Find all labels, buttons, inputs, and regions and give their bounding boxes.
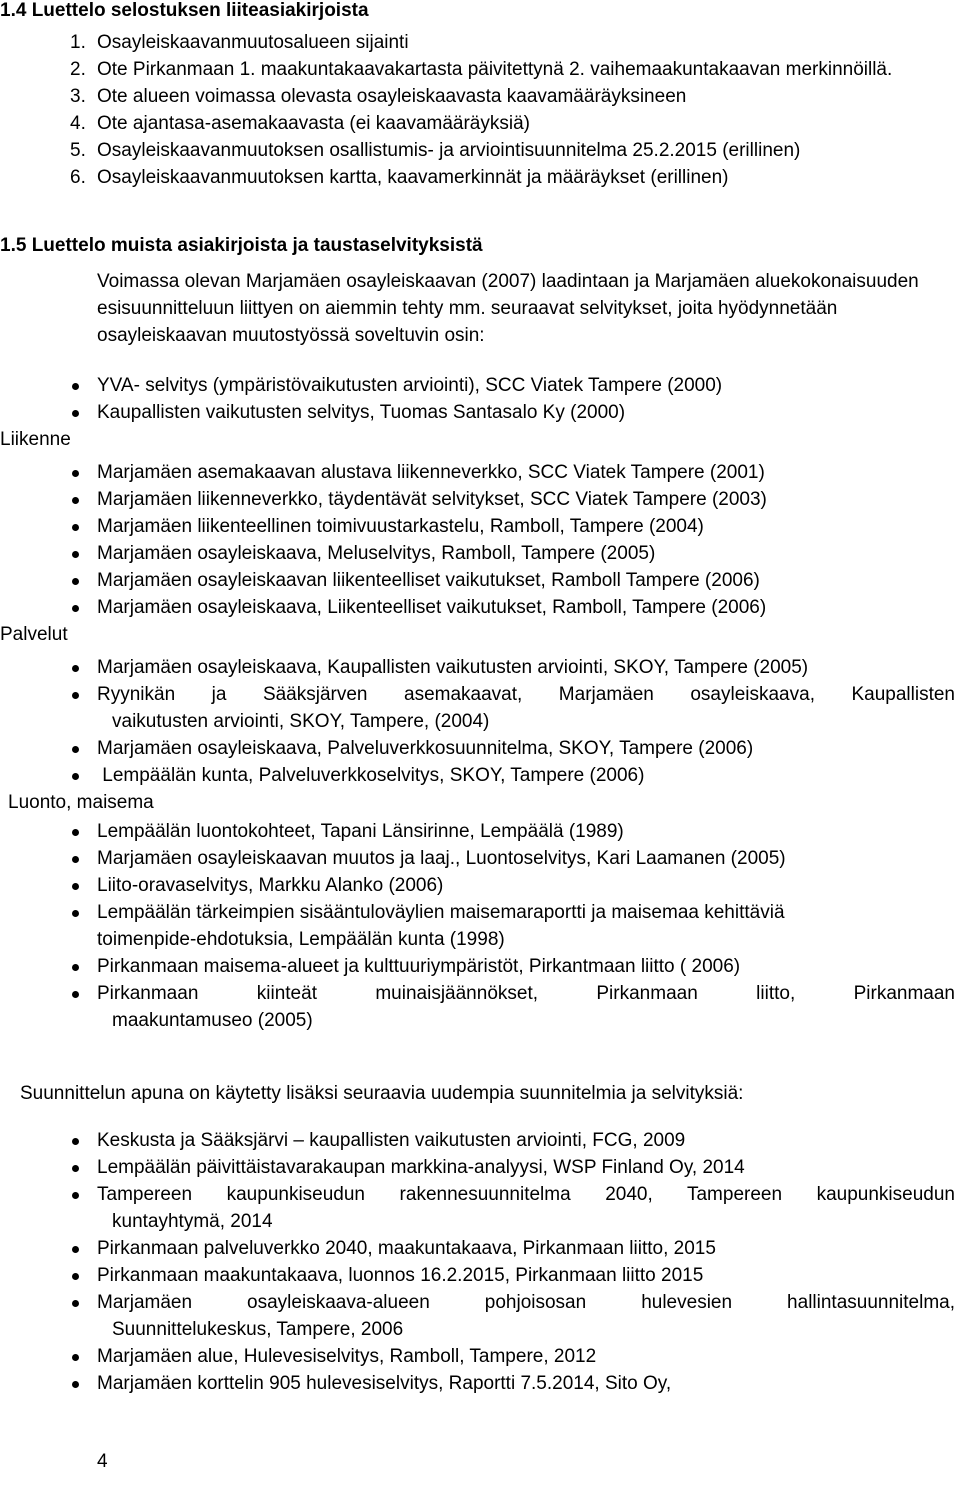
bullet-icon	[72, 1273, 79, 1280]
list-item: 4. Ote ajantasa-asemakaavasta (ei kaavamääräyksiä)	[70, 113, 530, 134]
list-item: 6. Osayleiskaavanmuutoksen kartta, kaavamerkinnät ja määräykset (erillinen)	[70, 167, 729, 188]
list-item: Pirkanmaan maisema-alueet ja kulttuuriympäristöt, Pirkantmaan liitto ( 2006)	[0, 953, 955, 980]
bullet-icon	[72, 497, 79, 504]
bullet-icon	[72, 746, 79, 753]
attachment-list	[70, 29, 950, 191]
list-item: Lempäälän tärkeimpien sisääntuloväylien maisemaraportti ja maisemaa kehittäviä toimenpide-ehdotuksia, Lempäälän kunta (1998)	[0, 899, 955, 953]
list-item: Pirkanmaan maakuntakaava, luonnos 16.2.2015, Pirkanmaan liitto 2015	[0, 1262, 955, 1289]
category-label-palvelut: Palvelut	[0, 624, 68, 645]
bullet-icon	[72, 470, 79, 477]
list-item: Marjamäen korttelin 905 hulevesiselvitys, Raportti 7.5.2014, Sito Oy,	[0, 1370, 955, 1397]
bullet-icon	[72, 605, 79, 612]
intro-paragraph: Voimassa olevan Marjamäen osayleiskaavan (2007) laadintaan ja Marjamäen aluekokonaisuuden esisuunnitteluun liittyen on aiemmin tehty mm. seuraavat selvitykset, joita hyödynnetään osayleiskaavan muutostyössä soveltuvin osin:	[97, 271, 919, 346]
section-heading-1-4: 1.4 Luettelo selostuksen liiteasiakirjoista	[0, 0, 369, 21]
bullet-icon	[72, 910, 79, 917]
list-item: 5. Osayleiskaavanmuutoksen osallistumis- ja arviointisuunnitelma 25.2.2015 (erillinen)	[70, 140, 801, 161]
list-item: Marjamäen liikenneverkko, täydentävät selvitykset, SCC Viatek Tampere (2003)	[0, 486, 955, 513]
list-item: Marjamäen asemakaavan alustava liikenneverkko, SCC Viatek Tampere (2001)	[0, 459, 955, 486]
general-list	[0, 372, 960, 1034]
bullet-icon	[72, 551, 79, 558]
list-item: Marjamäen osayleiskaavan liikenteelliset vaikutukset, Ramboll Tampere (2006)	[0, 567, 955, 594]
list-item: Marjamäen osayleiskaava, Palveluverkkosuunnitelma, SKOY, Tampere (2006)	[0, 735, 955, 762]
category-label-luonto: Luonto, maisema	[8, 792, 154, 813]
section-heading-1-5: 1.5 Luettelo muista asiakirjoista ja taustaselvityksistä	[0, 235, 483, 256]
bullet-icon	[72, 883, 79, 890]
bullet-icon	[72, 1138, 79, 1145]
list-item: 1. Osayleiskaavanmuutosalueen sijainti	[70, 32, 409, 53]
list-item: Liito-oravaselvitys, Markku Alanko (2006)	[0, 872, 955, 899]
list-item: Lempäälän päivittäistavarakaupan markkina-analyysi, WSP Finland Oy, 2014	[0, 1154, 955, 1181]
bullet-icon	[72, 1246, 79, 1253]
list-item: YVA- selvitys (ympäristövaikutusten arviointi), SCC Viatek Tampere (2000)	[0, 372, 955, 399]
list-item: Tampereen kaupunkiseudun rakennesuunnitelma 2040, Tampereen kaupunkiseudun kuntayhtymä, 2014	[0, 1181, 955, 1235]
bullet-icon	[72, 964, 79, 971]
bullet-icon	[72, 829, 79, 836]
list-item: Marjamäen osayleiskaava, Meluselvitys, Ramboll, Tampere (2005)	[0, 540, 955, 567]
bullet-icon	[72, 578, 79, 585]
list-item: Ryynikän ja Sääksjärven asemakaavat, Marjamäen osayleiskaava, Kaupallisten vaikutusten arviointi, SKOY, Tampere, (2004)	[0, 681, 955, 735]
list-item: Kaupallisten vaikutusten selvitys, Tuomas Santasalo Ky (2000)	[0, 399, 955, 426]
list-item: Lempäälän kunta, Palveluverkkoselvitys, SKOY, Tampere (2006)	[0, 762, 955, 789]
list-item: Marjamäen osayleiskaava, Kaupallisten vaikutusten arviointi, SKOY, Tampere (2005)	[0, 654, 955, 681]
bullet-icon	[72, 1381, 79, 1388]
list-item: Marjamäen osayleiskaava-alueen pohjoisosan hulevesien hallintasuunnitelma, Suunnittelukeskus, Tampere, 2006	[0, 1289, 955, 1343]
list-item: Marjamäen osayleiskaavan muutos ja laaj., Luontoselvitys, Kari Laamanen (2005)	[0, 845, 955, 872]
planning-list	[0, 1127, 960, 1397]
category-label-liikenne: Liikenne	[0, 429, 71, 450]
planning-intro: Suunnittelun apuna on käytetty lisäksi seuraavia uudempia suunnitelmia ja selvityksiä:	[20, 1083, 744, 1104]
bullet-icon	[72, 665, 79, 672]
list-item: Keskusta ja Sääksjärvi – kaupallisten vaikutusten arviointi, FCG, 2009	[0, 1127, 955, 1154]
list-item: 2. Ote Pirkanmaan 1. maakuntakaavakartasta päivitettynä 2. vaihemaakuntakaavan merkinnöillä.	[70, 59, 893, 80]
bullet-icon	[72, 410, 79, 417]
bullet-icon	[72, 383, 79, 390]
bullet-icon	[72, 1300, 79, 1307]
list-item: Lempäälän luontokohteet, Tapani Länsirinne, Lempäälä (1989)	[0, 818, 955, 845]
bullet-icon	[72, 1192, 79, 1199]
bullet-icon	[72, 991, 79, 998]
list-item: Marjamäen liikenteellinen toimivuustarkastelu, Ramboll, Tampere (2004)	[0, 513, 955, 540]
bullet-icon	[72, 524, 79, 531]
bullet-icon	[72, 773, 79, 780]
list-item: Marjamäen osayleiskaava, Liikenteelliset vaikutukset, Ramboll, Tampere (2006)	[0, 594, 955, 621]
list-item: Pirkanmaan palveluverkko 2040, maakuntakaava, Pirkanmaan liitto, 2015	[0, 1235, 955, 1262]
list-item: Pirkanmaan kiinteät muinaisjäännökset, Pirkanmaan liitto, Pirkanmaan maakuntamuseo (2005)	[0, 980, 955, 1034]
bullet-icon	[72, 692, 79, 699]
bullet-icon	[72, 1354, 79, 1361]
page-number: 4	[97, 1451, 108, 1472]
list-item: Marjamäen alue, Hulevesiselvitys, Ramboll, Tampere, 2012	[0, 1343, 955, 1370]
list-item: 3. Ote alueen voimassa olevasta osayleiskaavasta kaavamääräyksineen	[70, 86, 687, 107]
bullet-icon	[72, 856, 79, 863]
bullet-icon	[72, 1165, 79, 1172]
